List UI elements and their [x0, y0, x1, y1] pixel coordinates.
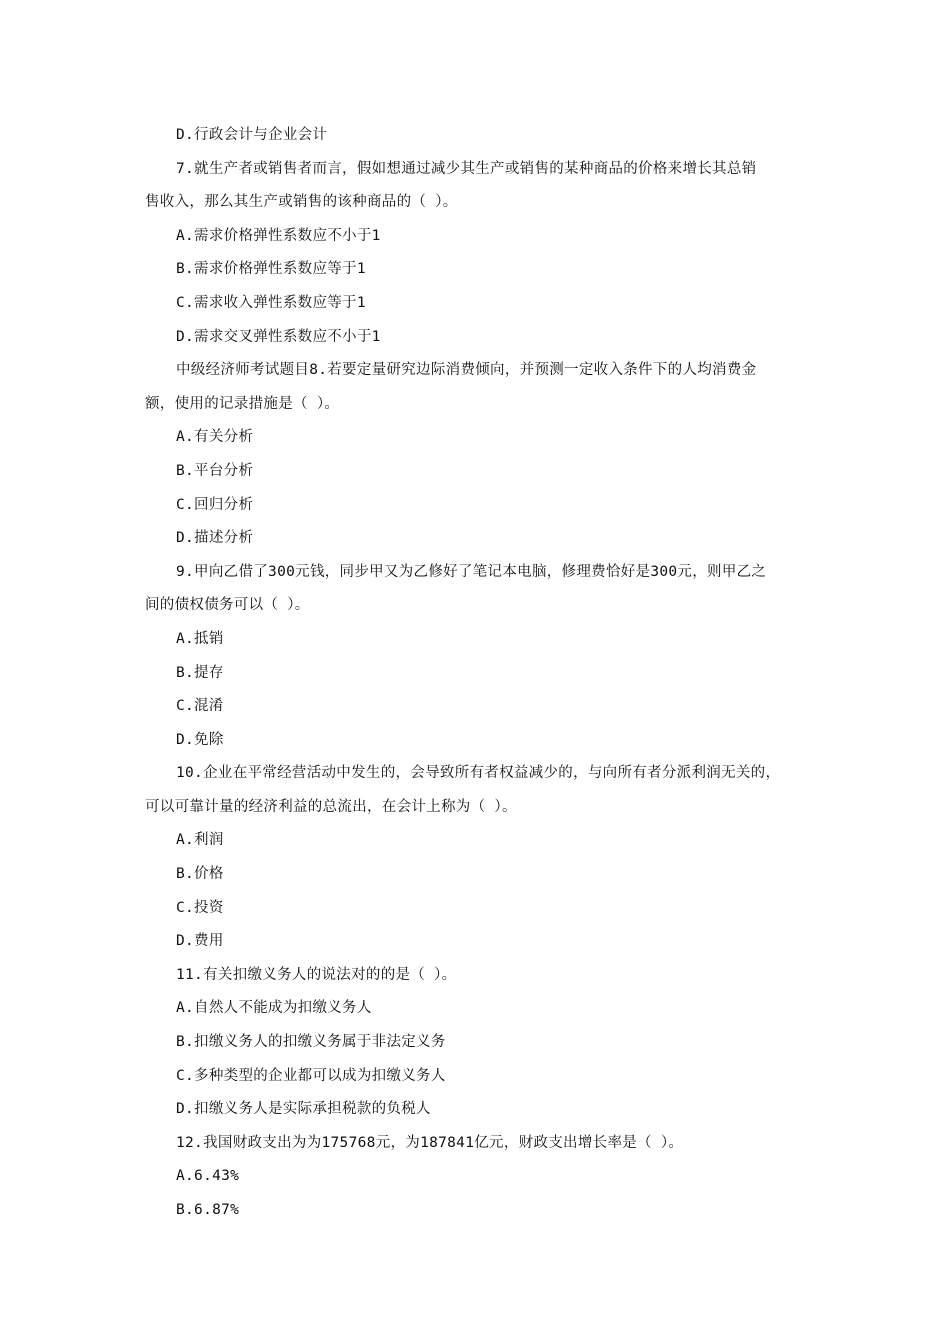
text-line: D.需求交叉弹性系数应不小于1	[176, 328, 381, 345]
text-line: 12.我国财政支出为为175768元，为187841亿元，财政支出增长率是（ ）。	[176, 1134, 684, 1151]
text-line: 10.企业在平常经营活动中发生的，会导致所有者权益减少的，与向所有者分派利润无关的，	[176, 765, 781, 782]
text-line: B.价格	[176, 866, 224, 883]
text-line: A.需求价格弹性系数应不小于1	[176, 227, 381, 244]
document-body	[0, 119, 950, 1228]
text-line: 中级经济师考试题目8.若要定量研究边际消费倾向，并预测一定收入条件下的人均消费金	[176, 362, 757, 379]
text-line: 11.有关扣缴义务人的说法对的的是（ ）。	[176, 966, 457, 983]
text-line: C.混淆	[176, 698, 224, 715]
text-line: B.扣缴义务人的扣缴义务属于非法定义务	[176, 1034, 446, 1051]
text-line: D.描述分析	[176, 530, 254, 547]
text-line: B.平台分析	[176, 462, 254, 479]
text-line: C.回归分析	[176, 496, 254, 513]
text-line: B.需求价格弹性系数应等于1	[176, 261, 366, 278]
text-line: B.提存	[176, 664, 224, 681]
text-line: C.多种类型的企业都可以成为扣缴义务人	[176, 1067, 446, 1084]
text-line: C.需求收入弹性系数应等于1	[176, 294, 366, 311]
text-line: A.抵销	[176, 630, 224, 647]
text-line: D.免除	[176, 731, 224, 748]
text-line: 额，使用的记录措施是（ ）。	[145, 395, 340, 412]
text-line: D.行政会计与企业会计	[176, 127, 328, 143]
text-line: D.扣缴义务人是实际承担税款的负税人	[176, 1101, 431, 1118]
text-line: 9.甲向乙借了300元钱，同步甲又为乙修好了笔记本电脑，修理费恰好是300元，则甲乙之	[176, 563, 767, 580]
text-line: 可以可靠计量的经济利益的总流出，在会计上称为（ ）。	[145, 798, 517, 815]
text-line: 间的债权债务可以（ ）。	[145, 597, 310, 614]
text-line: 售收入，那么其生产或销售的该种商品的（ ）。	[145, 194, 458, 211]
text-line: A.6.43%	[176, 1168, 240, 1185]
text-line: A.利润	[176, 832, 224, 849]
text-line: 7.就生产者或销售者而言，假如想通过减少其生产或销售的某种商品的价格来增长其总销	[176, 160, 757, 177]
text-line: A.有关分析	[176, 429, 254, 446]
text-line: C.投资	[176, 899, 224, 916]
text-line: A.自然人不能成为扣缴义务人	[176, 1000, 372, 1017]
text-line: D.费用	[176, 933, 224, 950]
text-line: B.6.87%	[176, 1202, 240, 1218]
